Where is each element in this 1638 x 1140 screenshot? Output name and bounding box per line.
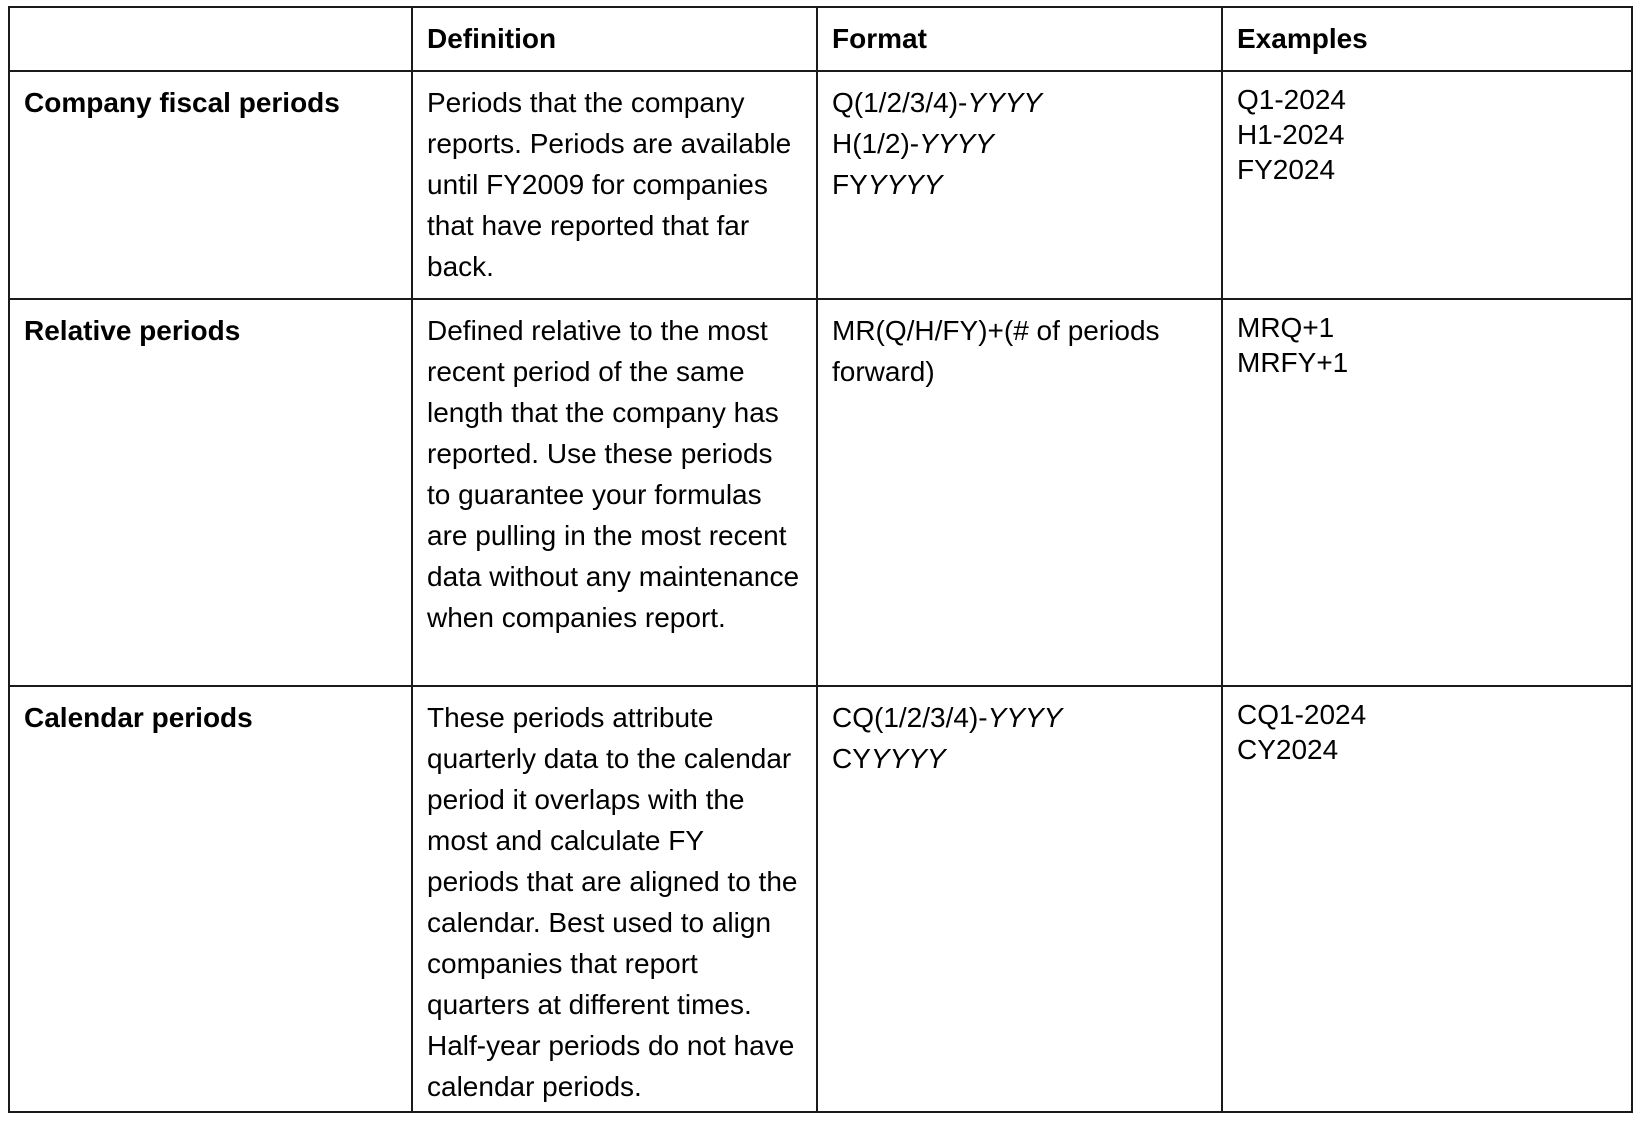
format-line: MR(Q/H/FY)+(# of periods forward) [832, 315, 1160, 387]
format-line: H(1/2)-YYYY [832, 128, 994, 159]
example-item: H1-2024 [1237, 119, 1345, 150]
header-definition: Definition [412, 7, 817, 71]
format-line: FYYYYY [832, 169, 943, 200]
definition-cell: These periods attribute quarterly data to the calendar period it overlaps with the most and calculate FY periods that are aligned to the calendar. Best used to align companies that report quarters at different times. Half-year periods do not have calendar periods. [412, 686, 817, 1112]
format-line: CQ(1/2/3/4)-YYYY [832, 702, 1063, 733]
examples-cell [1222, 686, 1632, 1112]
table-row [9, 686, 1632, 1112]
examples-cell [1222, 299, 1632, 686]
header-format: Format [817, 7, 1222, 71]
periods-table [8, 6, 1633, 1113]
format-cell [817, 71, 1222, 299]
row-label: Calendar periods [9, 686, 412, 1112]
row-label: Company fiscal periods [9, 71, 412, 299]
table-row [9, 71, 1632, 299]
header-row [9, 7, 1632, 71]
example-item: FY2024 [1237, 154, 1336, 185]
example-item: CQ1-2024 [1237, 699, 1367, 730]
format-cell [817, 686, 1222, 1112]
example-item: CY2024 [1237, 734, 1339, 765]
row-label: Relative periods [9, 299, 412, 686]
format-cell [817, 299, 1222, 686]
header-examples: Examples [1222, 7, 1632, 71]
definition-cell: Defined relative to the most recent period of the same length that the company has reported. Use these periods to guarantee your formulas are pulling in the most recent data without any maintenance when companies report. [412, 299, 817, 686]
format-line: Q(1/2/3/4)-YYYY [832, 87, 1043, 118]
header-corner [9, 7, 412, 71]
example-item: Q1-2024 [1237, 84, 1346, 115]
examples-cell [1222, 71, 1632, 299]
definition-cell: Periods that the company reports. Periods are available until FY2009 for companies that have reported that far back. [412, 71, 817, 299]
format-line: CYYYYY [832, 743, 946, 774]
example-item: MRQ+1 [1237, 312, 1335, 343]
table-row [9, 299, 1632, 686]
example-item: MRFY+1 [1237, 347, 1349, 378]
